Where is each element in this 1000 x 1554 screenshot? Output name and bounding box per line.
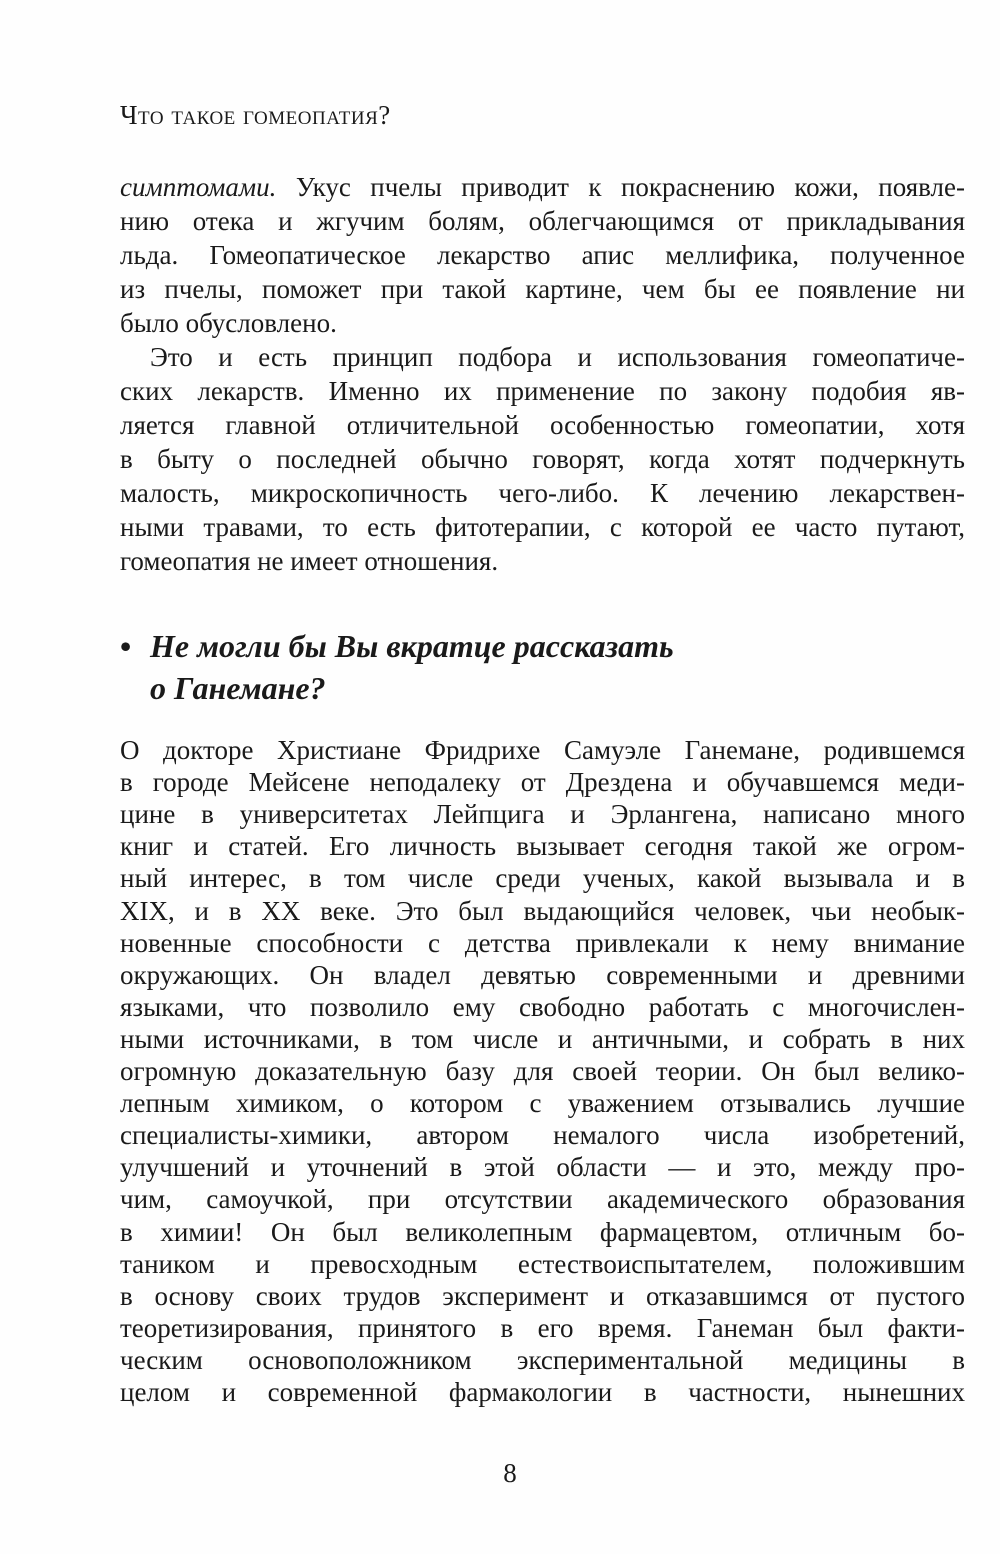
text-line bbox=[120, 1375, 965, 1409]
text-line bbox=[120, 238, 965, 272]
line-text: огромную доказательную базу для своей теории. Он был велико- bbox=[120, 1056, 965, 1086]
heading-line: о Ганемане? bbox=[150, 670, 326, 706]
line-text: XIX, и в XX веке. Это был выдающийся человек, чьи необык- bbox=[120, 895, 965, 926]
text-line bbox=[120, 733, 965, 767]
text-line bbox=[120, 1118, 965, 1152]
line-text: нию отека и жгучим болям, облегчающимся от прикладывания bbox=[120, 206, 965, 236]
text-line bbox=[120, 170, 965, 204]
line-text: целом и современной фармакологии в частности, нынешних bbox=[120, 1377, 965, 1407]
line-text: чим, самоучкой, при отсутствии академического образования bbox=[120, 1184, 965, 1215]
text-line bbox=[120, 829, 965, 863]
line-text: книг и статей. Его личность вызывает сегодня такой же огром- bbox=[120, 831, 965, 862]
line-text: таником и превосходным естествоиспытателем, положившим bbox=[120, 1248, 965, 1279]
text-line bbox=[120, 958, 965, 992]
line-text: ских лекарств. Именно их применение по закону подобия яв- bbox=[120, 376, 965, 406]
line-text: гомеопатия не имеет отношения. bbox=[120, 546, 499, 576]
text-line bbox=[120, 204, 965, 238]
text-line bbox=[120, 797, 965, 831]
line-text: из пчелы, поможет при такой картине, чем бы ее появление ни bbox=[120, 274, 965, 304]
text-line bbox=[120, 1247, 965, 1281]
line-text: в городе Мейсене неподалеку от Дрездена и обучавшемся меди- bbox=[120, 767, 965, 798]
text-line bbox=[120, 1054, 965, 1088]
text-line bbox=[120, 1086, 965, 1120]
text-line bbox=[120, 1182, 965, 1216]
text-line bbox=[120, 1343, 965, 1377]
text-line bbox=[120, 861, 965, 895]
line-text: ными травами, то есть фитотерапии, с которой ее часто путают, bbox=[120, 512, 965, 542]
text-line bbox=[120, 442, 965, 476]
line-text: новенные способности с детства привлекали к нему внимание bbox=[120, 927, 965, 958]
line-text: лепным химиком, о котором с уважением отзывались лучшие bbox=[120, 1088, 965, 1119]
text-line bbox=[120, 272, 965, 306]
line-text: языками, что позволило ему свободно работать с многочислен- bbox=[120, 991, 965, 1022]
text-line bbox=[120, 1215, 965, 1249]
line-text: цине в университетах Лейпцига и Эрлангена, написано много bbox=[120, 799, 965, 830]
line-text: окружающих. Он владел девятью современными и древними bbox=[120, 959, 965, 990]
text-line bbox=[120, 374, 965, 408]
line-text: специалисты-химики, автором немалого числа изобретений, bbox=[120, 1120, 965, 1151]
text-line bbox=[120, 765, 965, 799]
text-line bbox=[120, 476, 965, 510]
line-text: улучшений и уточнений в этой области — и это, между про- bbox=[120, 1152, 965, 1183]
text-line bbox=[120, 1279, 965, 1313]
bullet-icon: • bbox=[120, 628, 132, 664]
line-text: О докторе Христиане Фридрихе Самуэле Ганемане, родившемся bbox=[120, 735, 965, 765]
line-text: ческим основоположником экспериментальной медицины в bbox=[120, 1344, 965, 1375]
line-text: в основу своих трудов эксперимент и отказавшимся от пустого bbox=[120, 1280, 965, 1311]
text-line bbox=[120, 1311, 965, 1345]
text-line bbox=[120, 510, 965, 544]
line-text: льда. Гомеопатическое лекарство апис меллифика, полученное bbox=[120, 240, 965, 270]
text-line bbox=[150, 340, 965, 374]
line-text: Это и есть принцип подбора и использования гомеопатиче- bbox=[150, 342, 965, 372]
page-number: 8 bbox=[503, 1458, 517, 1488]
line-text: было обусловлено. bbox=[120, 308, 337, 338]
line-text: Укус пчелы приводит к покраснению кожи, появле- bbox=[276, 172, 965, 202]
line-text: в химии! Он был великолепным фармацевтом, отличным бо- bbox=[120, 1216, 965, 1247]
text-line bbox=[120, 990, 965, 1024]
line-text: теоретизирования, принятого в его время. Ганеман был факти- bbox=[120, 1312, 965, 1343]
line-text: в быту о последней обычно говорят, когда хотят подчеркнуть bbox=[120, 444, 965, 474]
line-text: малость, микроскопичность чего-либо. К лечению лекарствен- bbox=[120, 478, 965, 508]
text-line bbox=[120, 926, 965, 960]
text-line bbox=[120, 894, 965, 928]
text-line bbox=[120, 306, 965, 340]
heading-line: Не могли бы Вы вкратце рассказать bbox=[150, 628, 674, 664]
running-header: Что такое гомеопатия? bbox=[120, 100, 391, 130]
text-line bbox=[120, 408, 965, 442]
line-text: ными источниками, в том числе и античными, и собрать в них bbox=[120, 1023, 965, 1054]
text-line bbox=[120, 1022, 965, 1056]
line-text: ный интерес, в том числе среди ученых, какой вызывала и в bbox=[120, 863, 965, 894]
text-line bbox=[120, 544, 965, 578]
text-line bbox=[120, 1150, 965, 1184]
italic-term: симптомами. bbox=[120, 172, 277, 202]
line-text: ляется главной отличительной особенностью гомеопатии, хотя bbox=[120, 410, 965, 440]
